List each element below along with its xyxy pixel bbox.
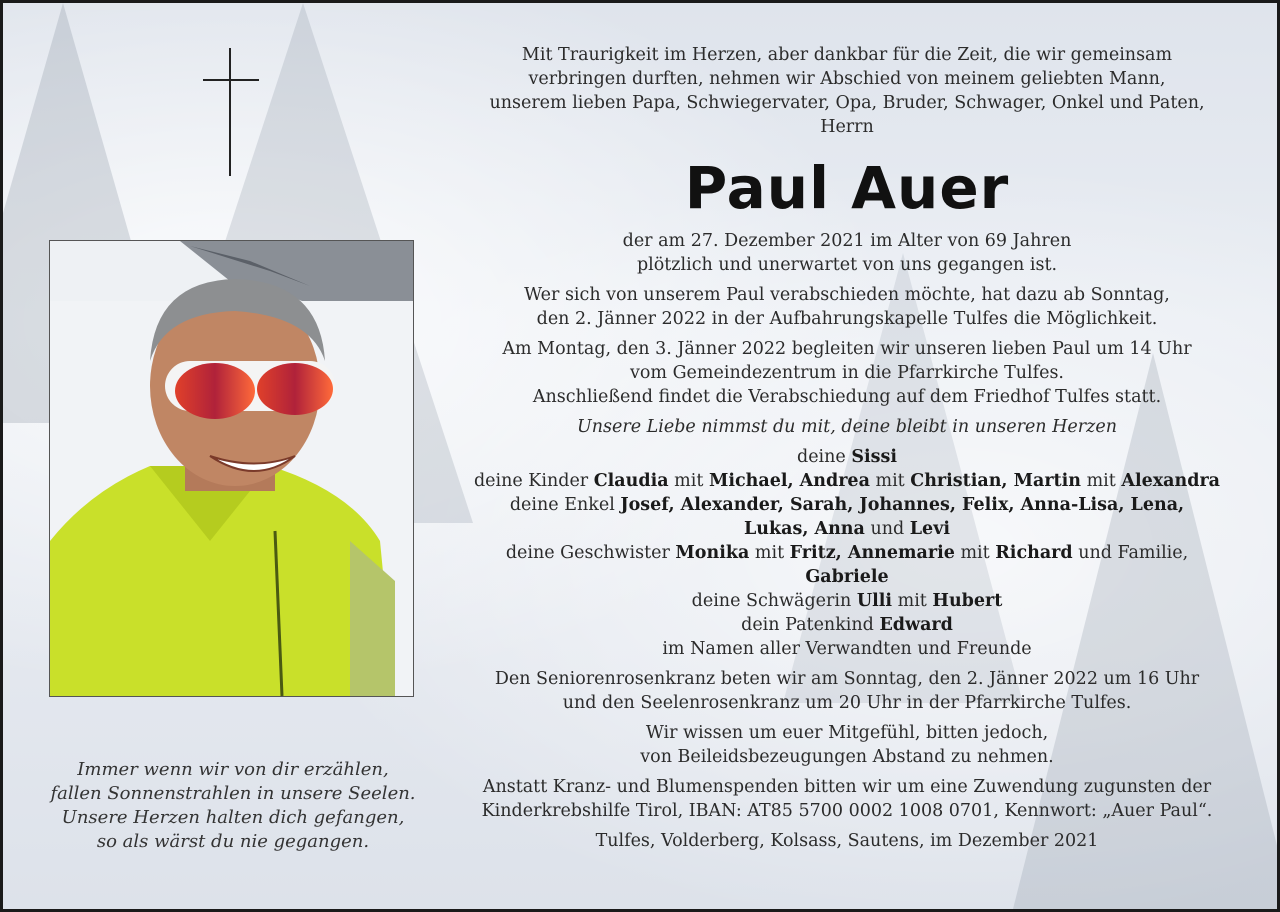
death-line: plötzlich und unerwartet von uns gegangen ist. [636, 255, 1058, 275]
mourner-children: deine Kinder Claudia mit Michael, Andrea mit Christian, Martin mit Alexandra [473, 471, 1221, 491]
mourner-siblings-2: Gabriele [805, 567, 889, 587]
obituary-text [443, 43, 1251, 853]
funeral-line: Am Montag, den 3. Jänner 2022 begleiten wir unseren lieben Paul um 14 Uhr [502, 339, 1192, 359]
intro-line: Mit Traurigkeit im Herzen, aber dankbar für die Zeit, die wir gemeinsam [521, 45, 1173, 65]
places-date: Tulfes, Volderberg, Kolsass, Sautens, im Dezember 2021 [595, 831, 1099, 851]
portrait-photo [49, 240, 414, 697]
intro-line: Herrn [820, 117, 874, 137]
mourner-grandchildren: deine Enkel Josef, Alexander, Sarah, Johannes, Felix, Anna-Lisa, Lena, [509, 495, 1185, 515]
poem-line: Unsere Herzen halten dich gefangen, [61, 807, 405, 828]
donation-line: Anstatt Kranz- und Blumenspenden bitten wir um eine Zuwendung zugunsten der [482, 777, 1212, 797]
memorial-poem [33, 758, 433, 854]
motto: Unsere Liebe nimmst du mit, deine bleibt in unseren Herzen [577, 417, 1117, 437]
mourner-godchild: dein Patenkind Edward [741, 615, 953, 635]
intro-line: verbringen durften, nehmen wir Abschied von meinem geliebten Mann, [528, 69, 1166, 89]
poem-line: Immer wenn wir von dir erzählen, [77, 759, 389, 780]
mourner-sister-in-law: deine Schwägerin Ulli mit Hubert [691, 591, 1003, 611]
condolence-line: Wir wissen um euer Mitgefühl, bitten jedoch, [645, 723, 1049, 743]
intro-line: unserem lieben Papa, Schwiegervater, Opa, Bruder, Schwager, Onkel und Paten, [489, 93, 1205, 113]
rosary-line: und den Seelenrosenkranz um 20 Uhr in der Pfarrkirche Tulfes. [562, 693, 1132, 713]
poem-line: fallen Sonnenstrahlen in unsere Seelen. [50, 783, 416, 804]
mourner-wife: deine Sissi [797, 447, 897, 467]
mourner-all: im Namen aller Verwandten und Freunde [662, 639, 1032, 659]
donation-line: Kinderkrebshilfe Tirol, IBAN: AT85 5700 0002 1008 0701, Kennwort: „Auer Paul“. [481, 801, 1213, 821]
rosary-line: Den Seniorenrosenkranz beten wir am Sonntag, den 2. Jänner 2022 um 16 Uhr [494, 669, 1200, 689]
farewell-line: den 2. Jänner 2022 in der Aufbahrungskapelle Tulfes die Möglichkeit. [536, 309, 1158, 329]
poem-line: so als wärst du nie gegangen. [96, 831, 370, 852]
cross-icon [203, 48, 259, 176]
deceased-name: Paul Auer [684, 154, 1010, 222]
funeral-line: vom Gemeindezentrum in die Pfarrkirche Tulfes. [629, 363, 1064, 383]
funeral-line: Anschließend findet die Verabschiedung auf dem Friedhof Tulfes statt. [532, 387, 1162, 407]
death-line: der am 27. Dezember 2021 im Alter von 69 Jahren [622, 231, 1072, 251]
farewell-line: Wer sich von unserem Paul verabschieden möchte, hat dazu ab Sonntag, [524, 285, 1170, 305]
condolence-line: von Beileidsbezeugungen Abstand zu nehmen. [640, 747, 1054, 767]
mourner-grandchildren-2: Lukas, Anna und Levi [743, 519, 951, 539]
portrait-illustration [50, 241, 413, 696]
mourner-siblings: deine Geschwister Monika mit Fritz, Annemarie mit Richard und Familie, [505, 543, 1189, 563]
